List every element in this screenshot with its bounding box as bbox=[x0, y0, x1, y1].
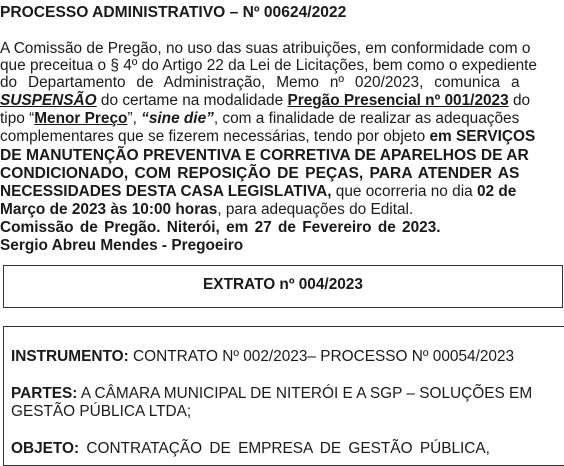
suspension-word: SUSPENSÃO bbox=[0, 92, 97, 109]
date-start: 02 de bbox=[476, 183, 517, 200]
sine-die: “sine die” bbox=[141, 110, 214, 127]
paragraph-text: que ocorreria no dia bbox=[331, 183, 477, 200]
object-start: em SERVIÇOS bbox=[429, 128, 536, 145]
partes-line-2: GESTÃO PÚBLICA LTDA; bbox=[11, 403, 192, 420]
partes-value: A CÂMARA MUNICIPAL DE NITERÓI E A SGP – SOLUÇÕES EM bbox=[77, 385, 533, 402]
legislative-needs: NECESSIDADES DESTA CASA LEGISLATIVA, bbox=[0, 183, 332, 200]
instrumento-value: CONTRATO Nº 002/2023– PROCESSO Nº 00054/2023 bbox=[128, 348, 515, 365]
paragraph-line-3: do Departamento de Administração, Memo nº 020/2023, comunica a bbox=[0, 74, 520, 91]
contract-box bbox=[3, 326, 564, 466]
paragraph-line-4 bbox=[0, 92, 530, 110]
objeto-line bbox=[11, 440, 490, 458]
paragraph-line-10 bbox=[0, 201, 413, 219]
instrumento-label: INSTRUMENTO: bbox=[11, 348, 129, 365]
extrato-title: EXTRATO nº 004/2023 bbox=[203, 276, 363, 293]
session-datetime: Março de 2023 às 10:00 horas bbox=[0, 201, 218, 218]
signoff-place-date: Comissão de Pregão. Niterói, em 27 de Fevereiro de 2023. bbox=[0, 219, 441, 236]
paragraph-line-6 bbox=[0, 128, 535, 146]
paragraph-text: , com a finalidade de realizar as adequações bbox=[213, 110, 520, 127]
instrumento-line bbox=[11, 348, 514, 366]
paragraph-line-8: CONDICIONADO, COM REPOSIÇÃO DE PEÇAS, PARA ATENDER AS bbox=[0, 165, 520, 182]
process-heading: PROCESSO ADMINISTRATIVO – Nº 00624/2022 bbox=[0, 4, 347, 21]
objeto-value: CONTRATAÇÃO DE EMPRESA DE GESTÃO PÚBLICA, bbox=[79, 440, 490, 457]
paragraph-line-9 bbox=[0, 183, 516, 201]
paragraph-text: do bbox=[508, 92, 531, 109]
partes-line bbox=[11, 385, 532, 403]
paragraph-text: tipo “ bbox=[0, 110, 35, 127]
paragraph-text: complementares que se fizerem necessárias, tendo por objeto bbox=[0, 128, 430, 145]
paragraph-line-1: A Comissão de Pregão, no uso das suas atribuições, em conformidade com o bbox=[0, 40, 531, 57]
paragraph-text: do certame na modalidade bbox=[96, 92, 288, 109]
paragraph-line-5 bbox=[0, 110, 519, 128]
paragraph-text: ”, bbox=[127, 110, 142, 127]
signoff-signer: Sergio Abreu Mendes - Pregoeiro bbox=[0, 237, 244, 254]
partes-label: PARTES: bbox=[11, 385, 78, 402]
pregao-reference: Pregão Presencial nº 001/2023 bbox=[287, 92, 509, 109]
paragraph-line-2: que preceitua o § 4º do Artigo 22 da Lei de Licitações, bem como o expediente bbox=[0, 57, 537, 74]
extrato-box bbox=[3, 265, 563, 308]
menor-preco: Menor Preço bbox=[34, 110, 128, 127]
paragraph-text: , para adequações do Edital. bbox=[217, 201, 414, 218]
objeto-label: OBJETO: bbox=[11, 440, 80, 457]
paragraph-line-7: DE MANUTENÇÃO PREVENTIVA E CORRETIVA DE APARELHOS DE AR bbox=[0, 147, 529, 164]
